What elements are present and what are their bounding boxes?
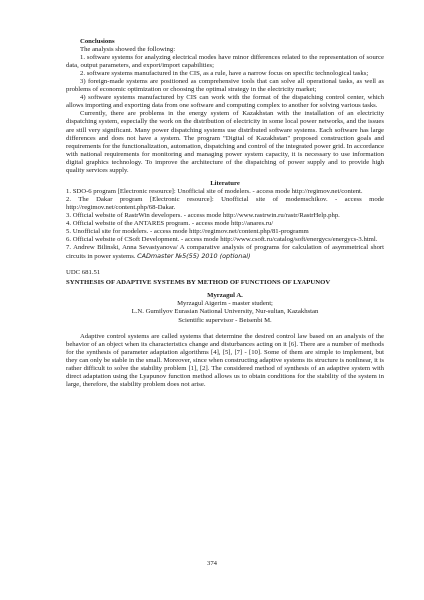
- author-name: Myrzagul A.: [207, 292, 243, 300]
- literature-item-4: 4. Official website of the ANTARES program. - access mode http://anares.ru/: [66, 220, 274, 228]
- article-body-paragraph: Adaptive control systems are called systems that determine the desired control law based on an analysis of the behavior of an object when its characteristics change and disturbances acting on it [6]. There are a number of methods for the synthesis of parameter adaptation algorithms [4], [5], [7] - [10]. Some of them are simple to implement, but they can only be stable in the small. Moreover, since when constructing adaptive systems its structure is nonlinear, it is rather difficult to solve the stability problem [1], [2]. The considered method of synthesis of an adaptive system with direct adaptation using the Lyapunov function method allows us to obtain conditions for the stability of the system in large, therefore, the stability problem does not arise.: [66, 332, 384, 388]
- article-section: [66, 269, 384, 389]
- conclusion-point-2: 2. software systems manufactured in the CIS, as a rule, have a narrow focus on specific technological tasks;: [80, 70, 369, 78]
- literature-item-7-text: 7. Andrew Bilinski, Anna Sevastyanova/ A comparative analysis of programs for calculation of asymmetrical short circuits in power systems.: [66, 244, 384, 261]
- page-number: 374: [206, 560, 218, 567]
- literature-section: [66, 180, 384, 261]
- literature-item-7-source: CADmaster №5(55) 2010 (optional): [137, 252, 251, 261]
- author-position: Myrzagul Aigerim - master student;: [177, 300, 273, 308]
- conclusion-point-3: 3) foreign-made systems are positioned as comprehensive tools that can solve all operational tasks, as well as problems of economic optimization or choosing the optimal strategy in the electricity market;: [66, 78, 384, 94]
- author-affiliation: L.N. Gumilyov Eurasian National University, Nur-sultan, Kazakhstan: [131, 308, 319, 316]
- conclusions-intro: The analysis showed the following:: [80, 46, 176, 54]
- author-block: [66, 292, 384, 324]
- conclusions-section: [66, 38, 384, 175]
- literature-item-6: 6. Official website of CSoft Development. - access mode http://www.csoft.ru/catalog/soft/energycs/energycs-3.html.: [66, 236, 378, 244]
- conclusions-heading: Conclusions: [80, 38, 115, 45]
- article-title: SYNTHESIS OF ADAPTIVE SYSTEMS BY METHOD OF FUNCTIONS OF LYAPUNOV: [66, 279, 331, 287]
- literature-item-1: 1. SDO-6 program [Electronic resource]: Unofficial site of modelers. - access mode http://regimov.net/content.: [66, 187, 363, 195]
- literature-item-7: [66, 244, 384, 261]
- conclusion-point-4: 4) software systems manufactured by CIS can work with the format of the dispatching control center, which allows importing and exporting data from one software and computing complex to another for solving various tasks.: [66, 94, 384, 110]
- conclusions-summary-paragraph: Currently, there are problems in the energy system of Kazakhstan with the installation of an electricity dispatching system, especially the work on the distribution of electricity in some local power networks, and the issues are still very significant. Many power dispatching systems use distributed software systems. Each software has large differences and does not have a system. The program "Digital of Kazakhstan" proposed construction goals and requirements for the functionalization, automation, dispatching and control of the integrated power grid. In accordance with national requirements for monitoring and managing power system capacity, it is necessary to use information digital graphics technology. To improve the architecture of the dispatching of power supply and to provide high quality services supply.: [66, 110, 384, 174]
- literature-item-5: 5. Unofficial site for modelers. - access mode http://regimov.net/content.php/81-programm: [66, 228, 309, 236]
- scientific-supervisor: Scientific supervisor - Beisenbi M.: [178, 316, 272, 324]
- literature-item-2: 2. The Dakar program [Electronic resource]: Unofficial site of modemschikov. - access mode http://regimov.net/content.php/68-Dakar.: [66, 195, 384, 211]
- udc-code: UDC 681.51: [66, 269, 101, 277]
- literature-heading: Literature: [210, 179, 240, 187]
- conclusion-point-1: 1. software systems for analyzing electrical modes have minor differences related to the representation of source data, output parameters, and export/import capabilities;: [66, 54, 384, 70]
- literature-item-3: 3. Official website of RastrWin developers. - access mode http://www.rastrwin.ru/rastr/RastrHelp.php.: [66, 211, 340, 219]
